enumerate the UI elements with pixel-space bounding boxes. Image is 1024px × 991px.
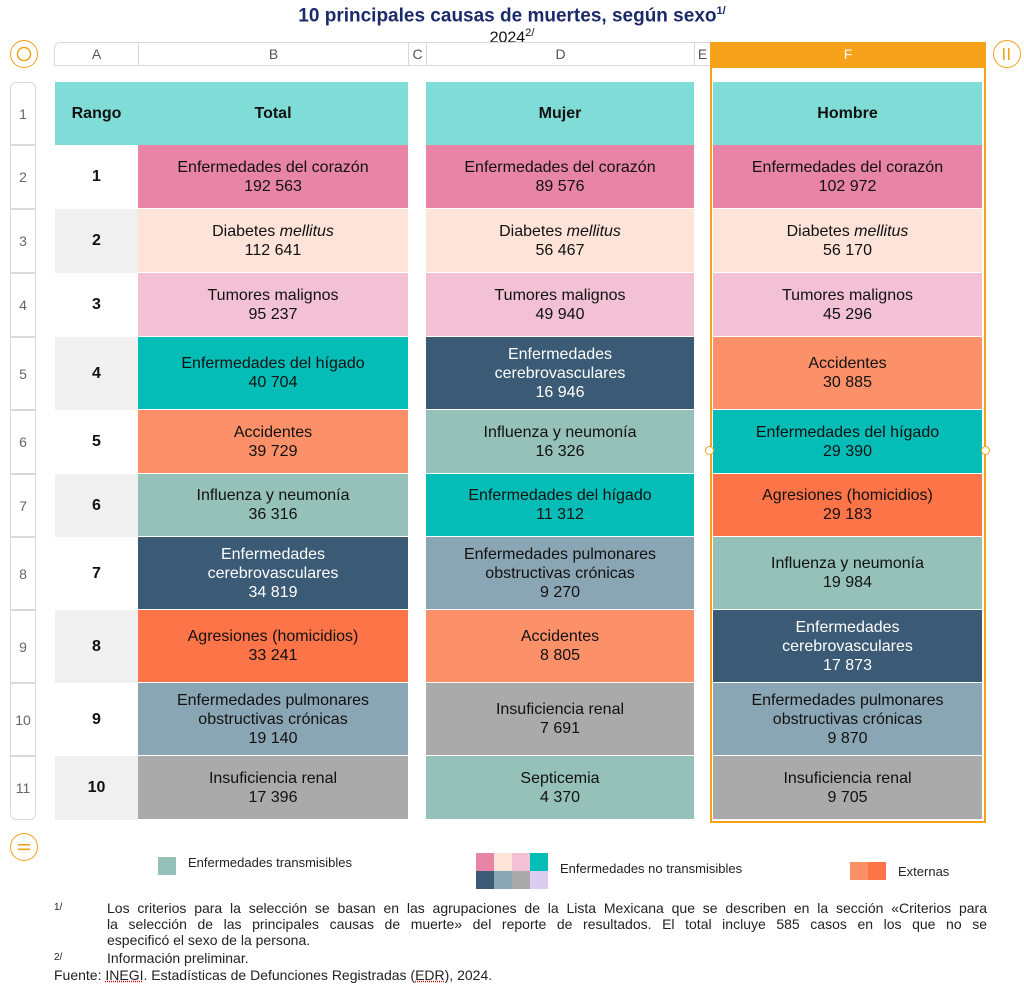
note2-text: Información preliminar. [107,950,249,966]
total-cause-cell[interactable] [138,209,408,272]
row-header-5[interactable]: 5 [10,337,36,410]
row-header-7[interactable]: 7 [10,474,36,537]
legend-swatch-no-transmisibles [476,853,548,889]
header-rango: Rango [55,82,138,145]
mujer-cause-cell[interactable] [426,474,694,536]
cause-value: 34 819 [248,583,298,601]
cause-name: Tumores malignos [494,286,626,304]
row-header-6[interactable]: 6 [10,410,36,474]
note1-mark: 1/ [54,902,63,913]
row-header-1[interactable]: 1 [10,82,36,145]
legend-label-no-transmisibles: Enfermedades no transmisibles [560,861,743,876]
cause-name: Diabetes mellitus [499,222,621,240]
pause-icon [1001,47,1013,61]
mujer-cause-cell[interactable] [426,410,694,473]
legend-swatch-externas [850,862,886,880]
cause-value: 40 704 [248,374,298,391]
total-cause-cell[interactable] [138,683,408,755]
total-cause-cell[interactable] [138,145,408,208]
rank-cell: 8 [55,610,138,683]
equals-icon [17,842,31,852]
cause-name: Agresiones (homicidios) [762,487,933,504]
cause-value: 102 972 [818,177,877,195]
legend-swatch-transmisibles [158,857,176,875]
row-header-11[interactable]: 11 [10,756,36,820]
column-header-d[interactable]: D [426,42,694,66]
rank-cell: 10 [55,756,138,820]
cause-value: 112 641 [244,241,302,259]
cause-value: 16 326 [535,442,585,460]
rank-cell: 2 [55,209,138,273]
cause-value: 49 940 [535,305,585,323]
cause-name: Enfermedades pulmonares obstructivas crónicas [463,545,657,582]
rank-cell: 1 [55,145,138,209]
legend-label-transmisibles: Enfermedades transmisibles [188,855,353,870]
hombre-cause-cell[interactable] [713,145,982,208]
column-header-f[interactable]: F [710,42,986,66]
cause-name: Enfermedades del corazón [177,158,369,176]
cause-name: Influenza y neumonía [483,423,637,441]
note2-mark: 2/ [54,952,63,963]
rank-cell: 5 [55,410,138,474]
total-cause-cell[interactable] [138,410,408,473]
column-handle-button[interactable] [993,40,1021,68]
hombre-cause-cell[interactable] [713,683,982,755]
total-cause-cell[interactable] [138,337,408,409]
cause-name: Enfermedades pulmonares obstructivas crónicas [176,691,370,728]
row-handle-button[interactable] [10,833,38,861]
cause-value: 56 467 [535,241,585,259]
cause-value: 29 183 [823,506,872,523]
cause-name: Enfermedades del hígado [468,487,652,504]
selection-resize-handle-right[interactable] [981,446,990,455]
cause-value: 4 370 [539,788,581,806]
cause-name: Insuficiencia renal [208,769,338,787]
cause-name: Enfermedades cerebrovasculares [207,545,339,582]
column-header-a[interactable]: A [54,42,138,66]
cause-name: Tumores malignos [781,286,913,304]
page-subtitle: $2024^{2/}$ [489,27,535,47]
hombre-cause-cell[interactable] [713,610,982,682]
cause-value: 9 870 [827,729,868,747]
mujer-cause-cell[interactable] [426,273,694,336]
row-header-9[interactable]: 9 [10,610,36,683]
cause-name: Enfermedades cerebrovasculares [494,345,626,382]
cause-name: Accidentes [233,423,313,441]
cause-value: 33 241 [248,647,298,664]
total-cause-cell[interactable] [138,756,408,819]
hombre-cause-cell[interactable] [713,410,982,473]
cause-value: 7 691 [539,720,581,737]
row-header-3[interactable]: 3 [10,209,36,273]
cause-name: Enfermedades del hígado [181,355,365,372]
header-mujer: Mujer [426,82,694,145]
cause-name: Diabetes mellitus [786,222,909,240]
cause-name: Insuficiencia renal [495,701,625,718]
row-header-10[interactable]: 10 [10,683,36,756]
total-cause-cell[interactable] [138,273,408,336]
cause-value: 56 170 [823,241,872,259]
cause-value: 17 396 [248,788,298,806]
rank-cell: 9 [55,683,138,756]
cause-name: Insuficiencia renal [783,769,912,787]
rank-cell: 6 [55,474,138,537]
column-header-c[interactable]: C [408,42,426,66]
hombre-cause-cell[interactable] [713,209,982,272]
hombre-cause-cell[interactable] [713,337,982,409]
cause-value: 16 946 [535,383,585,401]
cause-name: Influenza y neumonía [196,487,350,504]
cause-name: Agresiones (homicidios) [187,628,359,645]
legend-label-externas: Externas [898,864,950,879]
row-header-8[interactable]: 8 [10,537,36,610]
column-header-b[interactable]: B [138,42,408,66]
total-cause-cell[interactable] [138,474,408,536]
header-hombre: Hombre [713,82,982,145]
note1-text: Los criterios para la selección se basan en las agrupaciones de la Lista Mexicana que se describen en la sección «Criterios para la selección de las principales causas de muerte» del reporte de resultados. El total incluye 585 casos en los que no se especificó el sexo de la persona. [107,900,987,948]
cause-name: Accidentes [520,628,600,645]
cause-value: 89 576 [535,177,585,195]
mujer-cause-cell[interactable] [426,145,694,208]
cause-name: Enfermedades cerebrovasculares [782,618,913,655]
page-title: 10 principales causas de muertes, según sexo$^{1/}$ [298,5,726,27]
cause-value: 19 140 [248,729,298,747]
cause-value: 95 237 [248,305,298,323]
table-handle-button[interactable] [10,40,38,68]
hombre-cause-cell[interactable] [713,474,982,536]
cause-value: 36 316 [248,506,298,523]
cause-value: 19 984 [823,574,872,591]
column-header-e[interactable]: E [694,42,710,66]
circle-icon [16,46,32,62]
cause-name: Enfermedades del corazón [751,158,944,176]
hombre-cause-cell[interactable] [713,273,982,336]
source-note: Fuente: INEGI. Estadísticas de Defunciones Registradas (EDR), 2024. [54,967,493,983]
cause-value: 8 805 [539,647,581,664]
hombre-cause-cell[interactable] [713,537,982,609]
mujer-cause-cell[interactable] [426,537,694,609]
row-header-4[interactable]: 4 [10,273,36,337]
cause-name: Diabetes mellitus [212,222,334,240]
mujer-cause-cell[interactable] [426,610,694,682]
cause-name: Influenza y neumonía [771,555,924,572]
cause-name: Enfermedades del hígado [755,423,940,441]
cause-value: 11 312 [536,506,584,523]
cause-value: 9 270 [539,583,581,601]
cause-value: 29 390 [823,442,872,460]
total-cause-cell[interactable] [138,537,408,609]
cause-name: Accidentes [808,355,887,372]
cause-name: Septicemia [520,769,600,787]
mujer-cause-cell[interactable] [426,209,694,272]
hombre-cause-cell[interactable] [713,756,982,819]
cause-value: 9 705 [827,788,868,806]
cause-name: Tumores malignos [207,286,339,304]
mujer-cause-cell[interactable] [426,337,694,409]
mujer-cause-cell[interactable] [426,756,694,819]
cause-value: 17 873 [823,656,872,674]
row-header-2[interactable]: 2 [10,145,36,209]
cause-value: 39 729 [248,442,298,460]
cause-name: Enfermedades del corazón [464,158,656,176]
cause-value: 30 885 [823,374,872,391]
mujer-cause-cell[interactable] [426,683,694,755]
rank-cell: 3 [55,273,138,337]
rank-cell: 4 [55,337,138,410]
selection-resize-handle-left[interactable] [705,446,714,455]
header-total: Total [138,82,408,145]
cause-value: 192 563 [244,177,302,195]
cause-value: 45 296 [823,305,872,323]
rank-cell: 7 [55,537,138,610]
total-cause-cell[interactable] [138,610,408,682]
cause-name: Enfermedades pulmonares obstructivas crónicas [751,691,944,728]
